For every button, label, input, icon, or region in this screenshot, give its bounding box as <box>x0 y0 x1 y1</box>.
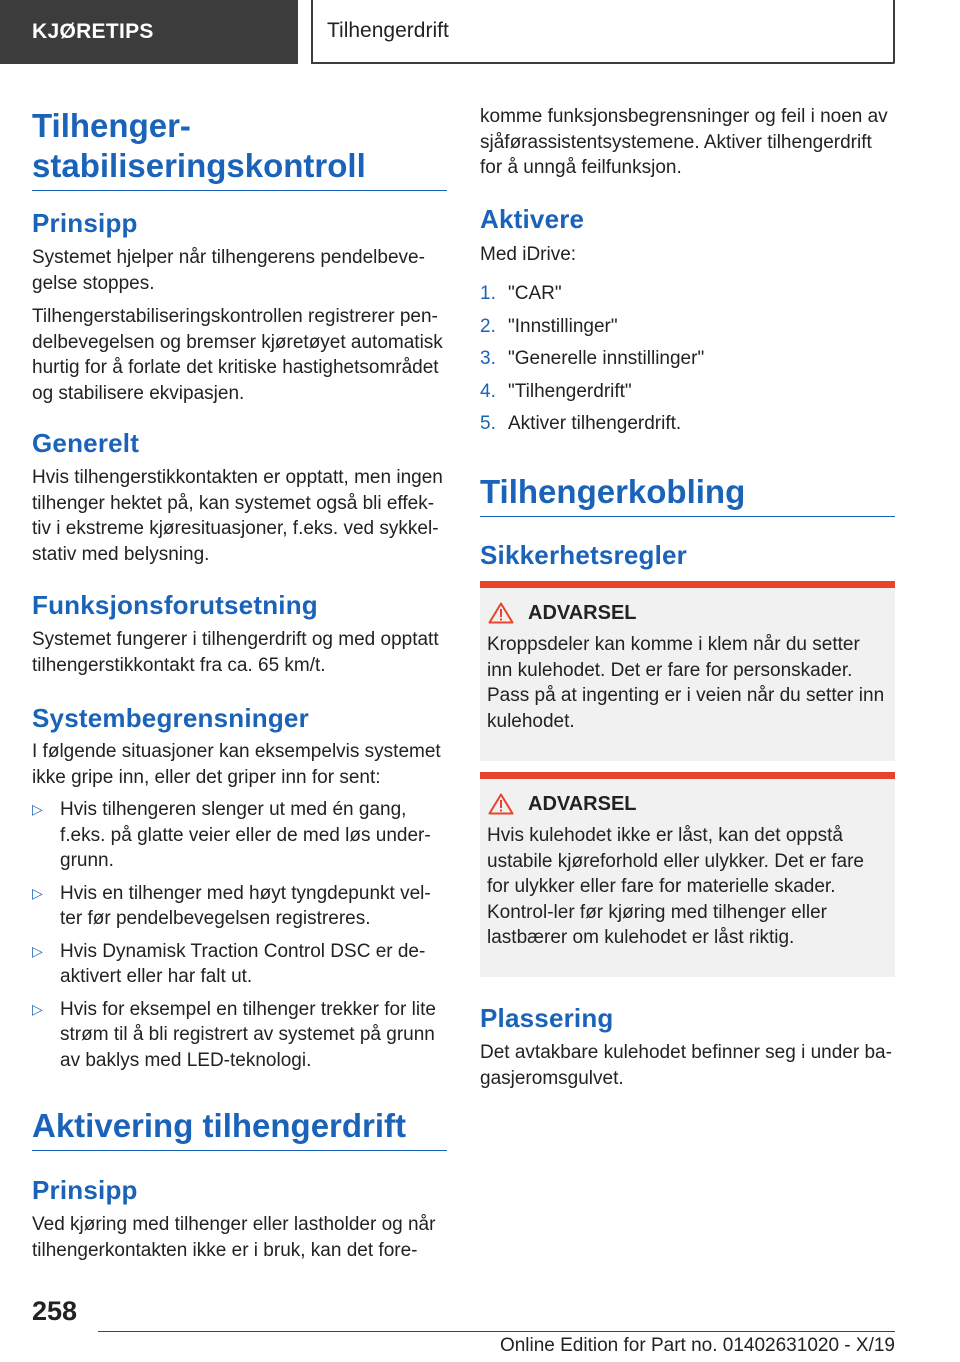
subheading-prinsipp: Prinsipp <box>32 208 138 238</box>
heading-tilhengerkobling: Tilhengerkobling <box>480 472 895 517</box>
step-number: 3. <box>480 348 496 369</box>
warning-title-row <box>488 787 888 821</box>
subheading-aktivere: Aktivere <box>480 204 585 234</box>
step-text: "Tilhengerdrift" <box>508 380 632 402</box>
subheading-funksjonsforutsetning: Funksjonsforutsetning <box>32 590 318 620</box>
list-item <box>32 997 447 1074</box>
activation-steps <box>480 281 895 444</box>
step-number: 4. <box>480 380 496 402</box>
chapter-tab <box>311 0 895 64</box>
warning-triangle-icon <box>488 793 514 815</box>
list-item <box>480 281 895 314</box>
subheading-plassering: Plassering <box>480 1003 614 1033</box>
warning-text: Hvis kulehodet ikke er låst, kan det oppstå ustabile kjøreforhold eller ulykker. Det er fare for ulykker eller fare for materielle skader. Kontrol-ler før kjøring med tilhenger eller lastbærer om kulehodet er låst riktig. <box>487 825 864 948</box>
list-item <box>480 411 895 444</box>
section-title: KJØRETIPS <box>32 20 154 43</box>
list-item <box>32 939 447 990</box>
list-item <box>480 346 895 379</box>
subheading-sikkerhetsregler: Sikkerhetsregler <box>480 540 687 570</box>
heading-line-2: stabiliseringskontroll <box>32 147 366 184</box>
section-tab <box>0 0 298 64</box>
list-item-text: Hvis en tilhenger med høyt tyngdepunkt vel-ter før pendelbevegelsen registreres. <box>60 882 431 929</box>
paragraph-prinsipp-3: Ved kjøring med tilhenger eller lastholder og når tilhengerkontakten ikke er i bruk, kan det fore- <box>32 1214 436 1261</box>
triangle-bullet-icon: ▷ <box>32 1000 43 1017</box>
paragraph-generelt: Hvis tilhengerstikkontakten er opptatt, men ingen tilhenger hektet på, kan systemet også bli effek-tiv i ekstreme kjøresituasjoner, f.eks. ved sykkel-stativ med belysning. <box>32 467 443 565</box>
heading-aktivering-tilhengerdrift: Aktivering tilhengerdrift <box>32 1106 447 1151</box>
list-item-text: Hvis tilhengeren slenger ut med én gang, f.eks. på glatte veier eller de med løs under-grunn. <box>60 799 431 871</box>
page-number: 258 <box>32 1296 78 1326</box>
list-item <box>480 379 895 412</box>
warning-triangle-icon <box>488 602 514 624</box>
triangle-bullet-icon: ▷ <box>32 884 43 901</box>
warning-text: Kroppsdeler kan komme i klem når du setter inn kulehodet. Det er fare for personskader. Pass på at ingenting er i veien når du setter inn kulehodet. <box>487 634 885 732</box>
step-number: 5. <box>480 413 496 434</box>
list-item <box>32 797 447 874</box>
subheading-generelt: Generelt <box>32 428 140 458</box>
subheading-prinsipp-2: Prinsipp <box>32 1175 138 1205</box>
warning-box-1 <box>480 581 895 761</box>
step-text: "Innstillinger" <box>508 315 618 337</box>
paragraph-prinsipp-1: Systemet hjelper når tilhengerens pendelbeve-gelse stoppes. <box>32 247 425 294</box>
paragraph-funksjonsforutsetning: Systemet fungerer i tilhengerdrift og med opptatt tilhengerstikkontakt fra ca. 65 km/t. <box>32 629 439 676</box>
paragraph-aktivere: Med iDrive: <box>480 244 577 265</box>
list-item-text: Hvis Dynamisk Traction Control DSC er de-aktivert eller har falt ut. <box>60 940 426 987</box>
triangle-bullet-icon: ▷ <box>32 942 43 959</box>
paragraph-prinsipp-2: Tilhengerstabiliseringskontrollen registrerer pen-delbevegelsen og bremser kjøretøyet automatisk hurtig for å forlate det kritiske hastighetsområdet og stabilisere ekvipasjen. <box>32 306 443 404</box>
footer-edition: Online Edition for Part no. 01402631020 - X/19 <box>499 1335 895 1356</box>
warning-title: ADVARSEL <box>528 792 637 815</box>
warning-title-row <box>488 596 888 630</box>
triangle-bullet-icon: ▷ <box>32 801 43 817</box>
list-item <box>480 314 895 347</box>
paragraph-continued: komme funksjonsbegrensninger og feil i noen av sjåførassistentsystemene. Aktiver tilhengerdrift for å unngå feilfunksjon. <box>480 106 888 178</box>
warning-title: ADVARSEL <box>528 601 637 624</box>
step-number: 1. <box>480 283 496 304</box>
step-text: Aktiver tilhengerdrift. <box>508 413 682 434</box>
list-item <box>32 881 447 932</box>
paragraph-plassering: Det avtakbare kulehodet befinner seg i under ba-gasjeromsgulvet. <box>480 1042 892 1089</box>
heading-line-1: Tilhenger- <box>32 107 191 144</box>
footer-divider <box>98 1331 895 1332</box>
step-number: 2. <box>480 315 496 337</box>
step-text: "CAR" <box>508 283 562 304</box>
list-item-text: Hvis for eksempel en tilhenger trekker for lite strøm til å bli registrert av systemet på grunn av baklys med LED-teknologi. <box>60 998 436 1071</box>
heading-stabiliseringskontroll <box>32 106 447 191</box>
paragraph-systembegrensninger: I følgende situasjoner kan eksempelvis systemet ikke gripe inn, eller det griper inn for sent: <box>32 741 441 788</box>
limitation-list <box>32 797 447 1080</box>
step-text: "Generelle innstillinger" <box>508 348 705 369</box>
chapter-title: Tilhengerdrift <box>327 19 449 42</box>
subheading-systembegrensninger: Systembegrensninger <box>32 703 309 733</box>
warning-box-2 <box>480 772 895 977</box>
